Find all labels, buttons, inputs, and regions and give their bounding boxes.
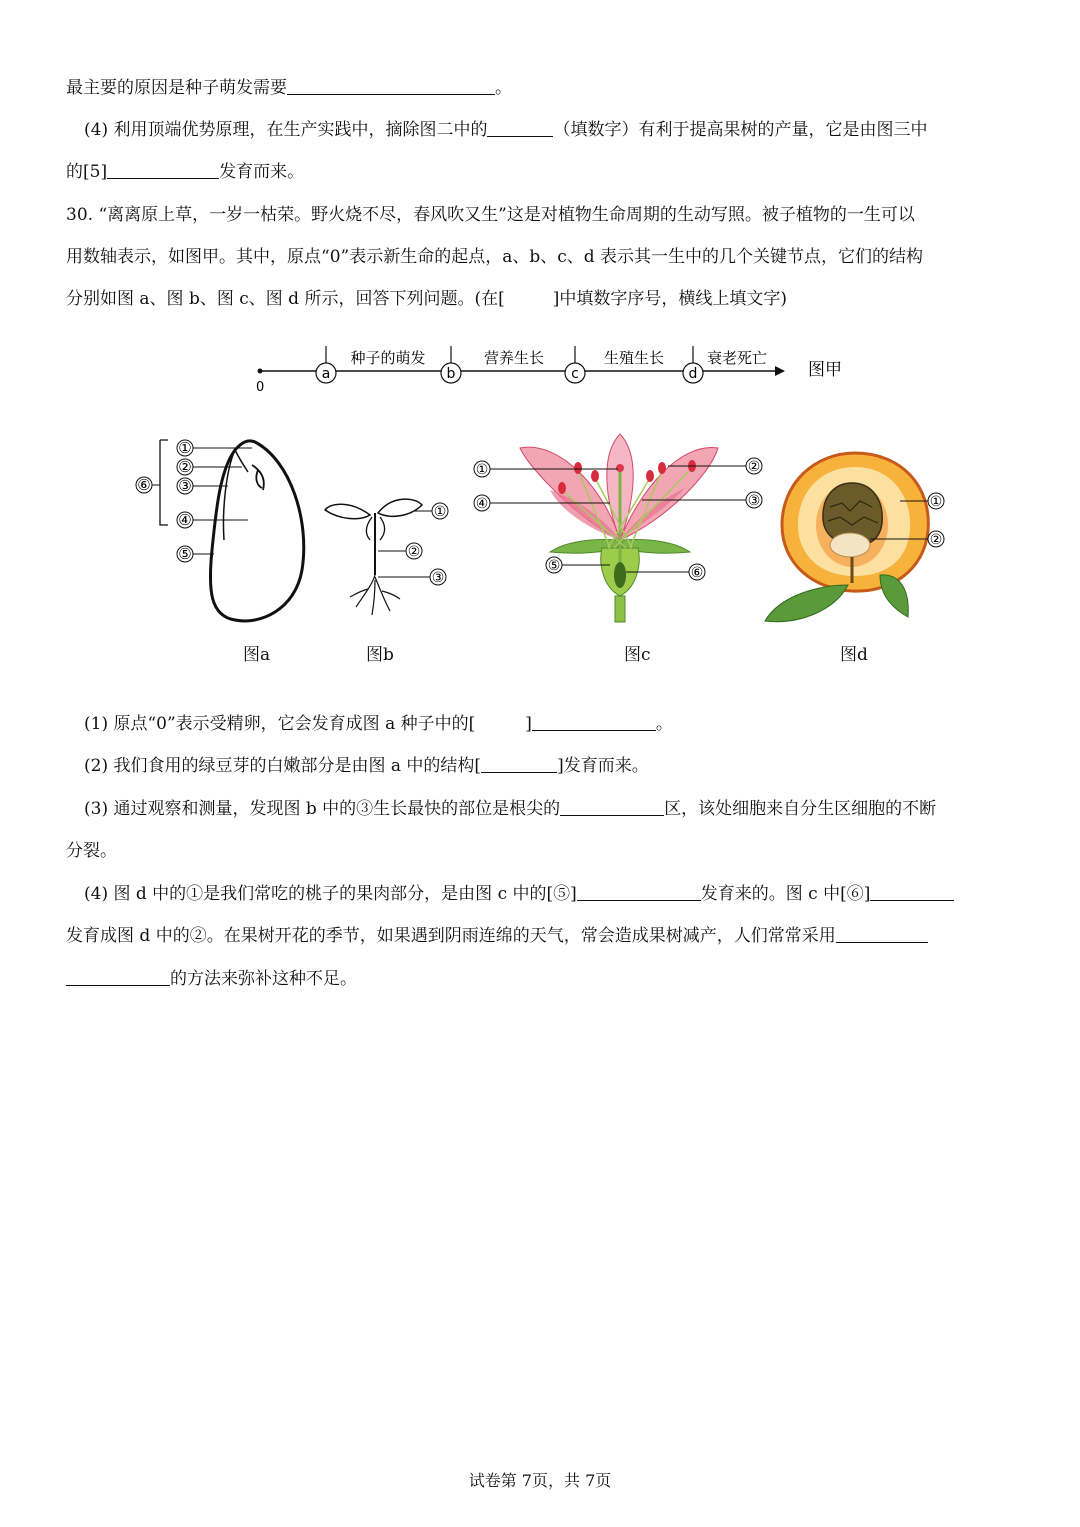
sub-question-1: (1) 原点“0”表示受精卵，它会发育成图 a 种子中的[ ] 。	[84, 714, 673, 734]
stage-label: 生殖生长	[603, 349, 665, 367]
fig-b-label: ①	[433, 504, 447, 520]
stage-label: 种子的萌发	[350, 349, 426, 367]
timeline-figure	[245, 340, 865, 396]
node-label: b	[446, 366, 456, 382]
node-b	[441, 346, 461, 383]
answer-blank[interactable]	[870, 882, 954, 901]
question-4-line-2: 的[5] 发育而来。	[66, 162, 305, 182]
question-30-intro-1: 30. “离离原上草，一岁一枯荣。野火烧不尽，春风吹又生”这是对植物生命周期的生动写照。被子植物的一生可以	[66, 205, 915, 225]
figure-d-peach	[760, 445, 960, 630]
fig-c-label: ①	[475, 462, 489, 478]
question-4-line: (4) 利用顶端优势原理，在生产实践中，摘除图二中的 （填数字）有利于提高果树的产量，它是由图三中	[84, 120, 928, 140]
figure-b-seedling	[320, 485, 455, 620]
fig-d-label: ②	[929, 532, 943, 548]
fig-c-label: ②	[747, 459, 761, 475]
sub-question-3-cont: 分裂。	[66, 841, 117, 861]
fig-c-label: ④	[475, 496, 489, 512]
sub-question-3: (3) 通过观察和测量，发现图 b 中的③生长最快的部位是根尖的 区，该处细胞来自分生区细胞的不断	[84, 799, 937, 819]
fig-a-label: ②	[178, 458, 192, 476]
answer-blank[interactable]	[66, 967, 170, 986]
timeline-title: 图甲	[808, 360, 842, 380]
fig-a-label: ④	[178, 511, 192, 529]
sub-question-4-cont: 发育成图 d 中的②。在果树开花的季节，如果遇到阴雨连绵的天气，常会造成果树减产，人们常常采用	[66, 924, 928, 948]
answer-blank[interactable]	[560, 797, 664, 816]
stage-label: 营养生长	[483, 349, 545, 367]
figure-d-caption: 图d	[840, 645, 868, 665]
node-label: c	[571, 366, 579, 382]
fig-a-label: ③	[178, 477, 192, 495]
node-a	[316, 346, 336, 383]
fig-d-label: ①	[929, 494, 943, 510]
sub-question-4-cont-2: 的方法来弥补这种不足。	[66, 967, 357, 991]
stage-label: 衰老死亡	[706, 349, 768, 367]
node-label: d	[688, 366, 698, 382]
answer-blank[interactable]	[836, 924, 928, 943]
fig-c-label: ⑤	[547, 558, 561, 574]
text-line-1: 最主要的原因是种子萌发需要 。	[66, 78, 512, 98]
node-d	[683, 346, 703, 383]
fig-a-label: ⑤	[178, 545, 192, 563]
node-c	[565, 346, 585, 383]
page-footer: 试卷第 7页，共 7页	[468, 1471, 612, 1490]
figure-c-flower	[470, 430, 770, 625]
answer-blank[interactable]	[287, 76, 495, 95]
fig-b-label: ③	[431, 570, 445, 586]
question-30-intro-2: 用数轴表示，如图甲。其中，原点“0”表示新生命的起点，a、b、c、d 表示其一生中的几个关键节点，它们的结构	[66, 247, 924, 267]
answer-blank[interactable]	[577, 882, 701, 901]
fig-a-label: ①	[178, 439, 192, 457]
fig-c-label: ⑥	[690, 565, 704, 581]
answer-blank[interactable]	[532, 712, 656, 731]
fig-c-label: ③	[747, 493, 761, 509]
fig-a-label: ⑥	[137, 476, 151, 494]
axis-arrow	[775, 366, 785, 376]
origin-label: 0	[256, 380, 265, 395]
figure-a-caption: 图a	[243, 645, 271, 665]
answer-blank[interactable]	[487, 118, 553, 137]
node-label: a	[321, 366, 331, 382]
figure-a-seed	[130, 430, 320, 630]
sub-question-4: (4) 图 d 中的①是我们常吃的桃子的果肉部分，是由图 c 中的[⑤] 发育来的。图 c 中[⑥]	[84, 882, 954, 906]
figure-c-caption: 图c	[624, 645, 651, 665]
fig-b-label: ②	[407, 544, 421, 560]
sub-question-2: (2) 我们食用的绿豆芽的白嫩部分是由图 a 中的结构[ ]发育而来。	[84, 756, 649, 776]
answer-blank[interactable]	[107, 160, 219, 179]
answer-blank[interactable]	[481, 754, 557, 773]
figure-b-caption: 图b	[366, 645, 394, 665]
question-30-intro-3: 分别如图 a、图 b、图 c、图 d 所示，回答下列问题。(在[ ]中填数字序号，横线上填文字)	[66, 289, 787, 309]
